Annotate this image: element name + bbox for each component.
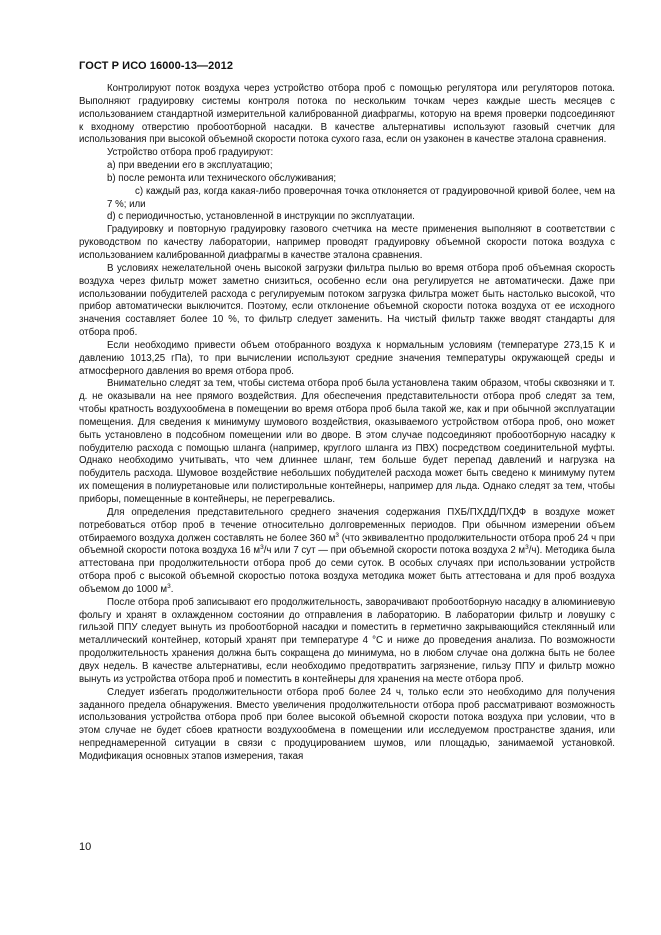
list-item-c: c) каждый раз, когда какая-либо проверочная точка отклоняется от градуировочной кривой более, чем на 7 %; или <box>107 185 615 210</box>
superscript-cubic: 3 <box>260 544 264 552</box>
list-item-a: a) при введении его в эксплуатацию; <box>107 160 273 172</box>
superscript-cubic: 3 <box>335 531 339 539</box>
paragraph-storage: После отбора проб записывают его продолжительность, заворачивают пробоотборную насадку в алюминиевую фольгу и хранят в охлажденном состоянии до отправления в лабораторию. В лаборатории фильтр и ловушку с гильзой ППУ следует вынуть из пробоотборной насадки и поместить в герметично закрывающийся стеклянный или металлический контейнер, который хранят при температуре 4 °С и ниже до проведения анализа. По возможности продолжительность хранения должна быть сокращена до минимума, но в любом случае она должна быть не более двух недель. В качестве альтернативы, если необходимо предотвратить загрязнение, гильзу ППУ и фильтр можно вынуть из устройства отбора проб и поместить в контейнеры для хранения на месте отбора проб. <box>79 596 615 685</box>
list-item-b: b) после ремонта или технического обслуживания; <box>107 172 337 184</box>
paragraph-recalibration: Градуировку и повторную градуировку газового счетчика на месте применения выполняют в соответствии с руководством по качеству лаборатории, например проводят градуировку объемной скорости потока воздуха с использованием калиброванной диафрагмы в качестве эталона сравнения. <box>79 224 615 261</box>
duration-text-a: Для определения представительного среднего значения содержания ПХБ/ПХДД/ПХДФ в воздухе может потребоваться отбор проб в течение относительно долговременных периодов. При обычном измерении объем отбираемого воздуха должен составлять не более 360 м <box>79 506 615 544</box>
body-text <box>79 83 615 764</box>
superscript-cubic: 3 <box>167 582 171 590</box>
duration-text-c: /ч или 7 сут — при объемной скорости потока воздуха 2 м <box>263 545 526 557</box>
paragraph-normal-conditions: Если необходимо привести объем отобранного воздуха к нормальным условиям (температуре 273,15 К и давлению 1013,25 гПа), то при вычислении используют средние значения температуры окружающей среды и атмосферного давления во время отбора проб. <box>79 339 615 377</box>
paragraph-long-sampling: Следует избегать продолжительности отбора проб более 24 ч, только если это необходимо для получения заданного предела обнаружения. Вместо увеличения продолжительности отбора проб рассматривают возможность использования устройства отбора проб при более высокой объемной скорости потока воздуха при условии, что в этом случае не будет сбоев кратности воздухообмена в помещении или исследуемом пространстве здания, или непреднамеренной ситуации в связи с продуцированием шумов, или площадью, занимаемой установкой. Модификация основных этапов измерения, такая <box>79 686 615 762</box>
duration-text-e: . <box>170 583 174 595</box>
list-item-d: d) с периодичностью, установленной в инструкции по эксплуатации. <box>107 211 415 223</box>
paragraph-installation: Внимательно следят за тем, чтобы система отбора проб была установлена таким образом, чтобы сквозняки и т. д. не оказывали на нее прямого воздействия. Для обеспечения представительности отбора проб следят за тем, чтобы кратность воздухообмена в помещении во время отбора проб была такой же, как и при обычной эксплуатации помещения. Для сведения к минимуму шумового воздействия, оказываемого устройством отбора проб, оно может быть установлено в подсобном помещении или во дворе. В этом случае подсоединяют пробоотборную насадку к побудителю расхода с помощью шланга (например, круглого шланга из ПВХ) посредством соединительной муфты. Однако необходимо учитывать, что чем длиннее шланг, тем больше будет перепад давлений и нагрузка на побудитель расхода. Шумовое воздействие небольших побудителей расхода может быть сведено к минимуму путем их помещения в полиуретановые или полистирольные контейнеры, например для льда. Однако следят за тем, чтобы приборы, помещенные в контейнеры, не перегревались. <box>79 378 615 505</box>
page-number: 10 <box>79 841 92 853</box>
duration-text-d: /ч). Методика была аттестована при продолжительности отбора проб до семи суток. В особых случаях при использовании устройств отбора проб с высокой объемной скоростью потока воздуха методика может быть аттестована и для проб воздуха объемом до 1000 м <box>79 545 616 595</box>
page-header: ГОСТ Р ИСО 16000-13—2012 <box>79 60 234 72</box>
duration-text-b: (что эквивалентно продолжительности отбора проб 24 ч при объемной скорости потока воздуха 16 м <box>79 532 615 557</box>
paragraph-calibration-intro: Устройство отбора проб градуируют: <box>107 147 274 159</box>
superscript-cubic: 3 <box>525 544 529 552</box>
paragraph-flow-control: Контролируют поток воздуха через устройство отбора проб с помощью регулятора или регуляторов потока. Выполняют градуировку системы контроля потока по нескольким точкам через каждые шесть месяцев с использованием стандартной измерительной калиброванной диафрагмы, которую на время проверки подсоединяют к входному отверстию пробоотборной насадки. В качестве альтернативы используют газовый счетчик для использования при высокой объемной скорости потока сухого газа, если он узаконен в качестве эталона сравнения. <box>79 83 615 146</box>
paragraph-filter-loading: В условиях нежелательной очень высокой загрузки фильтра пылью во время отбора проб объемная скорость воздуха через фильтр может заметно снизиться, особенно если она регулируется не автоматически. Даже при использовании побудителей расхода с регулируемым потоком загрузка фильтра может быть настолько высокой, что прибор автоматически выключится. Поэтому, если отклонение объемной скорости потока воздуха от ее исходного значения составляет более 10 %, то фильтр следует заменить. На чистый фильтр также вводят стандарты для отбора проб. <box>79 262 615 339</box>
paragraph-sampling-duration <box>79 507 615 597</box>
